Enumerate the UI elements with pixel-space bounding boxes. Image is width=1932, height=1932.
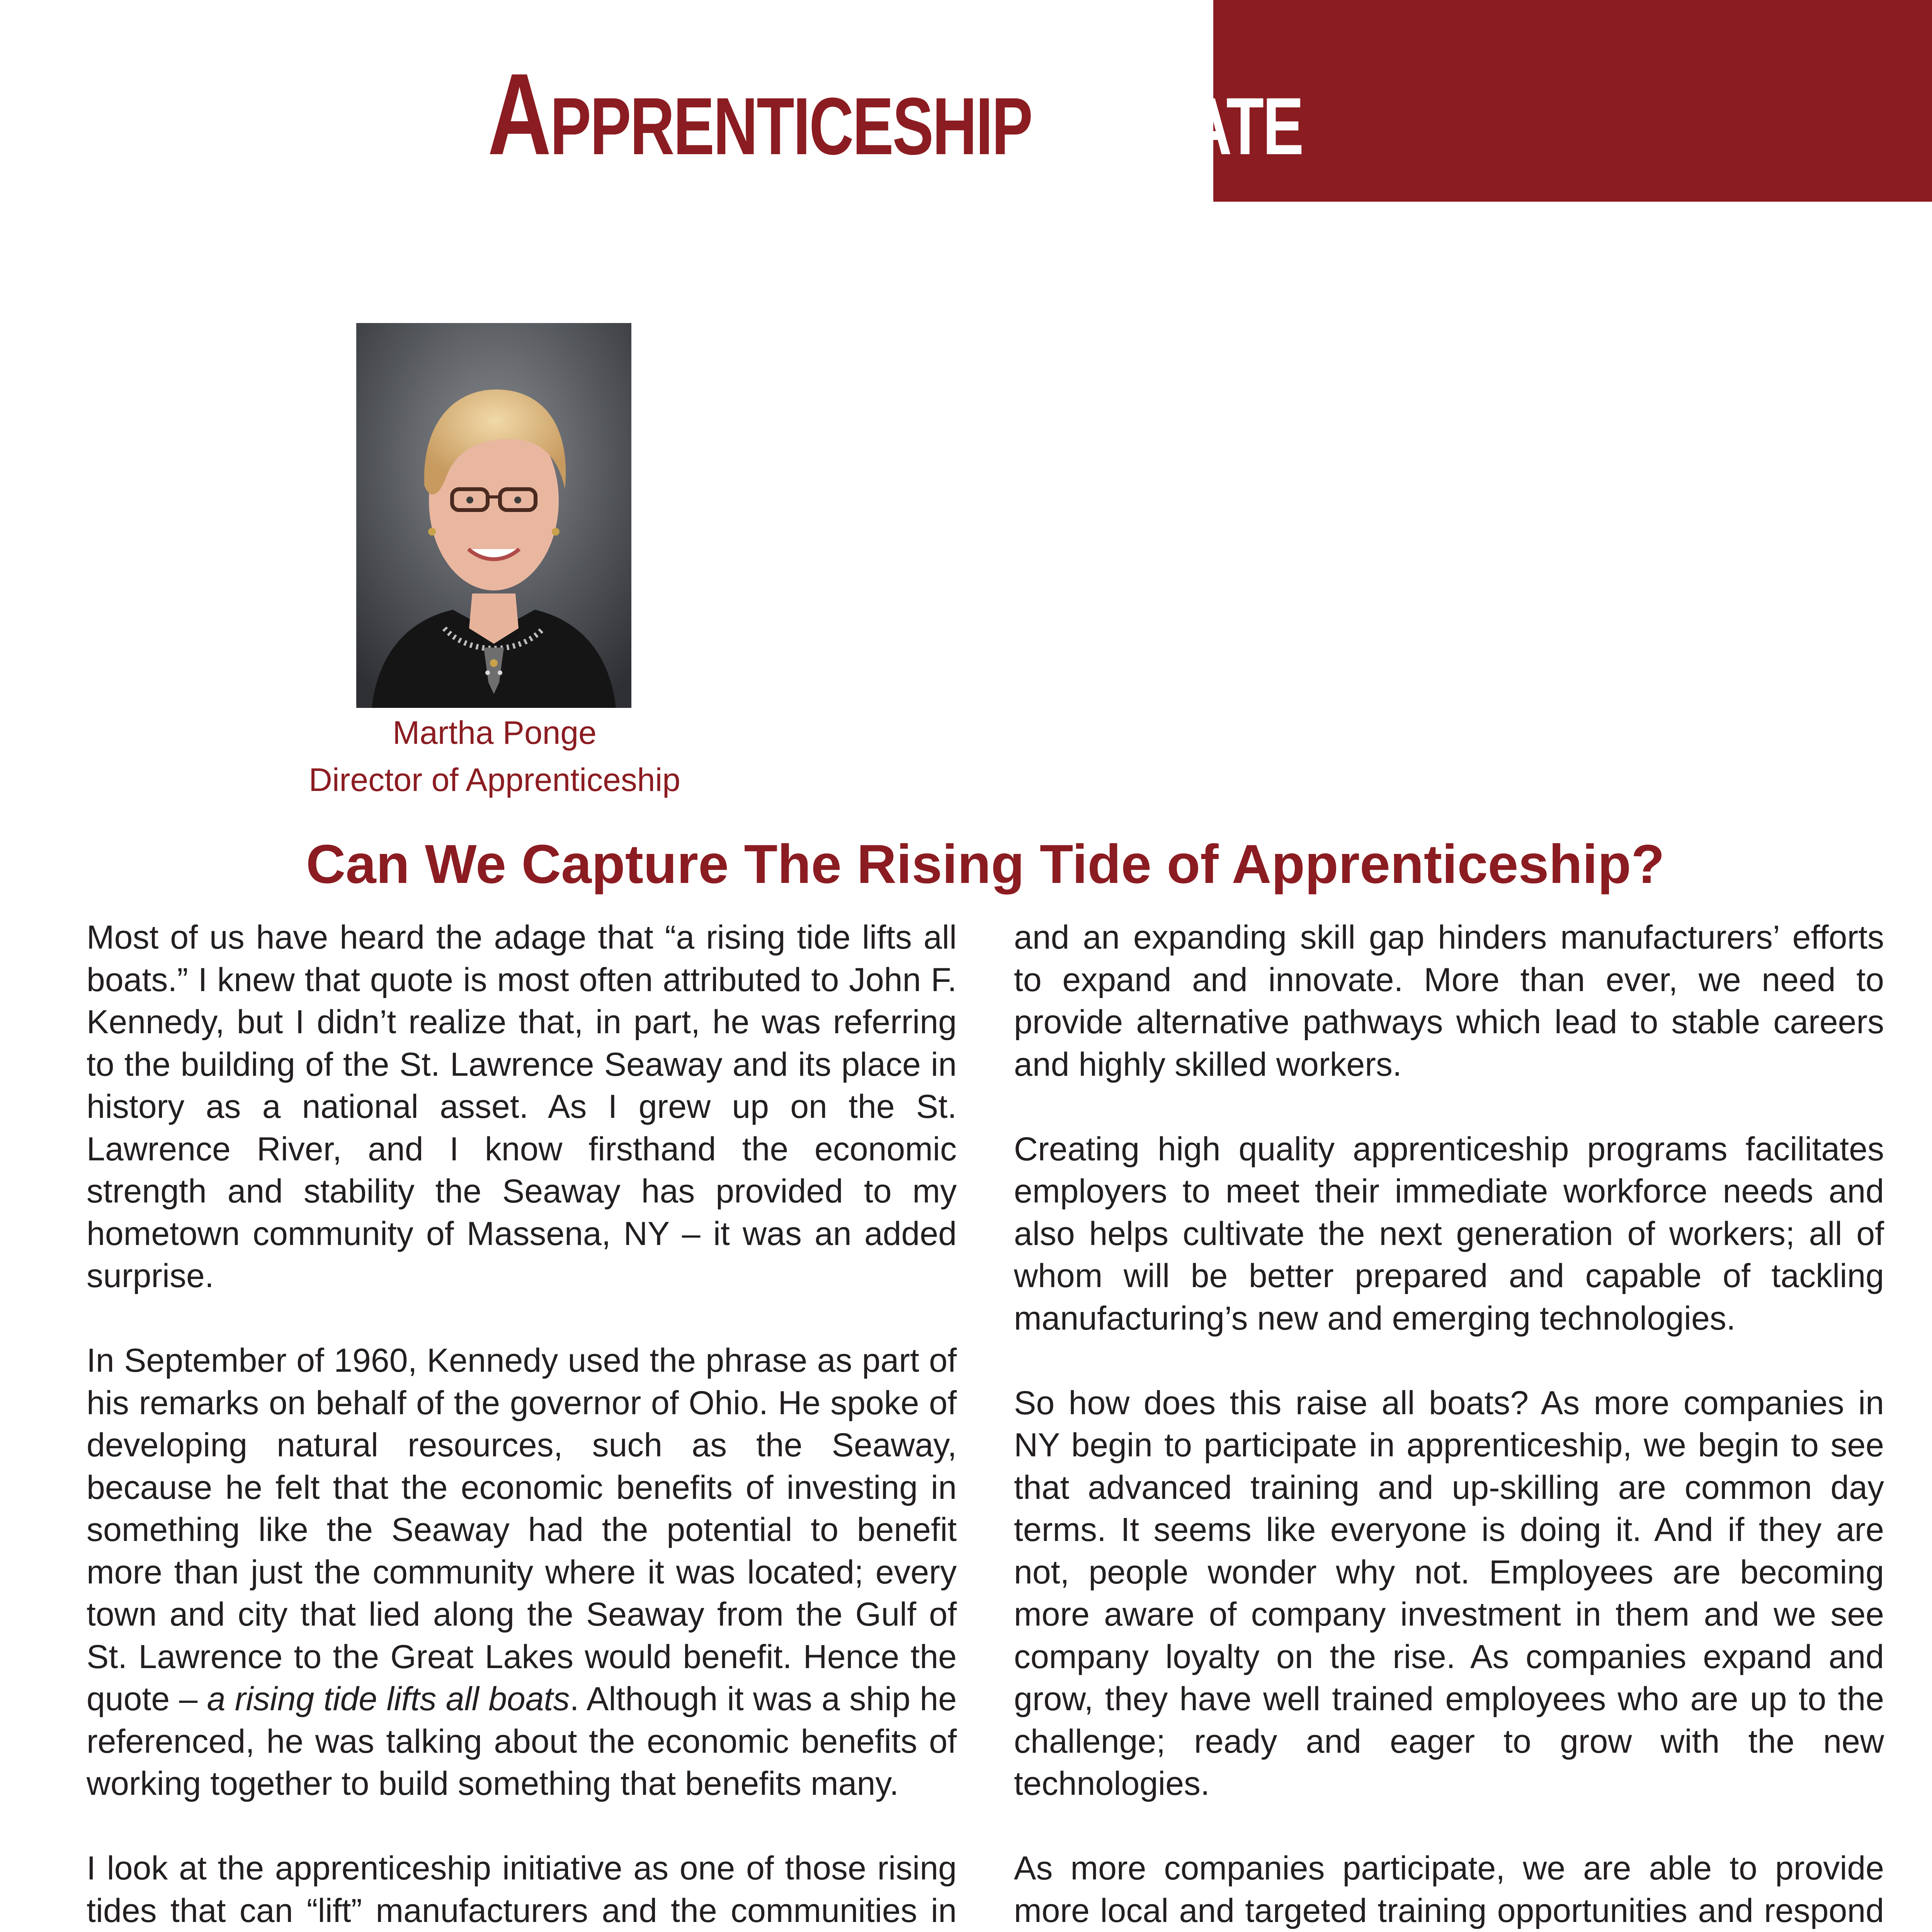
article-column-right <box>1014 917 1884 1932</box>
masthead-word-update: UPDATE <box>1041 49 1303 179</box>
paragraph: So how does this raise all boats? As more companies in NY begin to participate in apprenticeship, we begin to see that advanced training and up-skilling are common day terms. It seems like everyone is doing it. And if they are not, people wonder why not. Employees are becoming more aware of company investment in them and we see company loyalty on the rise. As companies expand and grow, they have well trained employees who are up to the challenge; ready and eager to grow with the new technologies. <box>1014 1384 1884 1802</box>
masthead-title <box>488 50 1303 178</box>
paragraph: I look at the apprenticeship initiative as one of those rising tides that can “lift” manufacturers and the communities in <box>87 1850 957 1929</box>
article-headline: Can We Capture The Rising Tide of Apprenticeship? <box>306 833 1665 895</box>
paragraph: In September of 1960, Kennedy used the phrase as part of his remarks on behalf of the governor of Ohio. He spoke of developing natural resources, such as the Seaway, because he felt that the economic benefits of investing in something like the Seaway had the potential to benefit more than just the community where it was located; every town and city that lied along the Seaway from the Gulf of St. Lawrence to the Great Lakes would benefit. Hence the quote – a rising tide lifts all boats. Although it was a ship he referenced, he was talking about the economic benefits of working together to build something that benefits many. <box>87 1342 957 1802</box>
paragraph: Most of us have heard the adage that “a rising tide lifts all boats.” I knew that quote is most often attributed to John F. Kennedy, but I didn’t realize that, in part, he was referring to the building of the St. Lawrence Seaway and its place in history as a national asset. As I grew up on the St. Lawrence River, and I know firsthand the economic strength and stability the Seaway has provided to my hometown community of Massena, NY – it was an added surprise. <box>87 919 957 1294</box>
profile-caption <box>263 709 726 803</box>
paragraph: and an expanding skill gap hinders manufacturers’ efforts to expand and innovate. More than ever, we need to provide alternative pathways which lead to stable careers and highly skilled workers. <box>1014 919 1884 1083</box>
paragraph: As more companies participate, we are able to provide more local and targeted training opportunities and respond <box>1014 1850 1884 1929</box>
profile-photo <box>356 323 631 708</box>
title-band <box>1213 0 1932 202</box>
masthead-word-apprenticeship: APPRENTICESHIP <box>488 49 1032 179</box>
italic-quote: a rising tide lifts all boats <box>207 1680 570 1718</box>
paragraph: Creating high quality apprenticeship programs facilitates employers to meet their immediate workforce needs and also helps cultivate the next generation of workers; all of whom will be better prepared and capable of tackling manufacturing’s new and emerging technologies. <box>1014 1130 1884 1337</box>
article-column-left <box>87 917 957 1932</box>
profile-role: Director of Apprenticeship <box>309 762 680 798</box>
profile-name: Martha Ponge <box>393 714 597 751</box>
